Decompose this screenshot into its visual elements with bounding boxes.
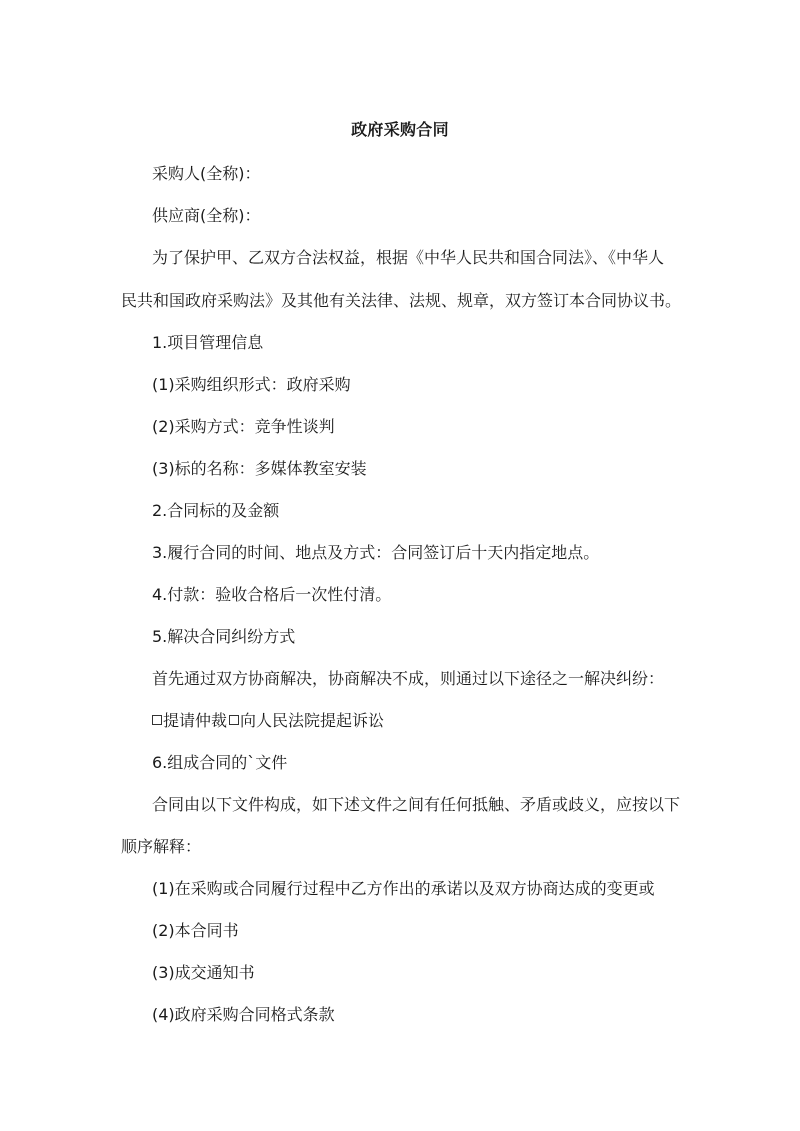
intro-paragraph-line-1: 为了保护甲、乙双方合法权益，根据《中华人民共和国合同法》、《中华人: [152, 248, 665, 267]
section-1-item-3: (3)标的名称：多媒体教室安装: [152, 459, 367, 478]
purchaser-line: 采购人(全称)：: [152, 164, 261, 183]
section-6-item-2: (2)本合同书: [152, 921, 239, 940]
intro-paragraph-line-2: 民共和国政府采购法》及其他有关法律、法规、规章，双方签订本合同协议书。: [121, 291, 682, 310]
section-6-item-3: (3)成交通知书: [152, 963, 255, 982]
supplier-line: 供应商(全称)：: [152, 206, 261, 225]
section-6-item-4: (4)政府采购合同格式条款: [152, 1005, 335, 1024]
page-title: 政府采购合同: [351, 120, 449, 139]
section-4-heading: 4.付款：验收合格后一次性付清。: [152, 585, 392, 604]
section-5-heading: 5.解决合同纠纷方式: [152, 627, 296, 646]
section-1-item-1: (1)采购组织形式：政府采购: [152, 375, 351, 394]
section-6-heading: 6.组成合同的`文件: [152, 753, 288, 772]
dispute-options-line: [150, 710, 384, 732]
section-1-item-2: (2)采购方式：竞争性谈判: [152, 417, 335, 436]
section-5-text: 首先通过双方协商解决，协商解决不成，则通过以下途径之一解决纠纷：: [152, 669, 665, 688]
section-6-text-line-2: 顺序解释：: [121, 837, 202, 856]
section-6-item-1: (1)在采购或合同履行过程中乙方作出的承诺以及双方协商达成的变更或: [152, 879, 655, 898]
section-3-heading: 3.履行合同的时间、地点及方式：合同签订后十天内指定地点。: [152, 543, 600, 562]
checkbox-icon: [229, 715, 239, 725]
option-lawsuit: 向人民法院提起诉讼: [240, 711, 385, 730]
option-arbitration: 提请仲裁: [163, 711, 228, 730]
section-6-text-line-1: 合同由以下文件构成，如下述文件之间有任何抵触、矛盾或歧义，应按以下: [152, 795, 681, 814]
checkbox-icon: [152, 715, 162, 725]
section-2-heading: 2.合同标的及金额: [152, 501, 280, 520]
section-1-heading: 1.项目管理信息: [152, 333, 264, 352]
